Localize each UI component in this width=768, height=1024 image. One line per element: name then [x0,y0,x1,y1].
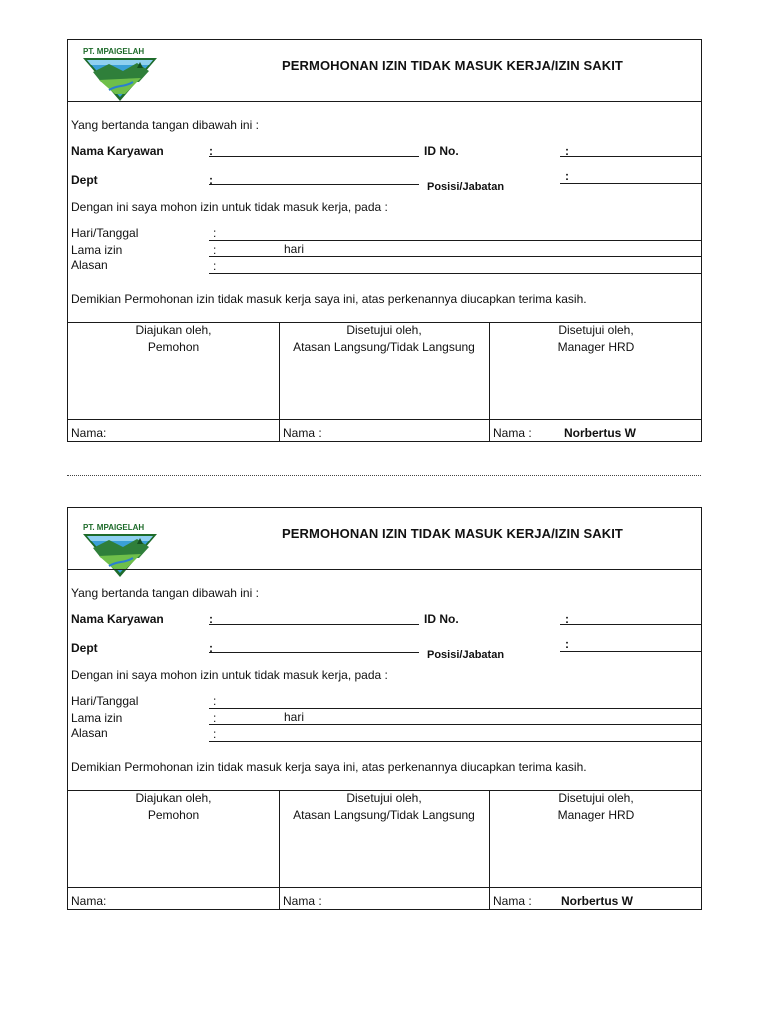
pemohon-role: Pemohon [147,340,200,354]
dept-field[interactable] [209,184,419,185]
lama-izin-unit: hari [284,242,305,256]
hrd-role: Manager HRD [557,340,635,354]
pemohon-approval-label: Diajukan oleh, [135,791,212,805]
dept-colon: : [209,641,213,655]
nama-karyawan-colon: : [209,612,213,626]
dept-field[interactable] [209,652,419,653]
atasan-nama-label: Nama : [283,894,322,908]
alasan-colon: : [213,727,217,741]
hrd-approval-label: Disetujui oleh, [558,323,634,337]
alasan-field[interactable] [209,273,701,274]
posisi-jabatan-label: Posisi/Jabatan [427,649,505,661]
signature-name-divider [68,887,701,888]
nama-karyawan-label: Nama Karyawan [71,144,164,158]
form-title: PERMOHONAN IZIN TIDAK MASUK KERJA/IZIN SAKIT [282,58,623,73]
intro-text: Yang bertanda tangan dibawah ini : [71,118,259,132]
hari-tanggal-label: Hari/Tanggal [71,226,139,240]
lama-izin-field[interactable] [209,256,701,257]
leave-request-form-2 [67,507,702,910]
alasan-colon: : [213,259,217,273]
hari-tanggal-colon: : [213,226,217,240]
hrd-nama-value: Norbertus W [561,894,633,908]
atasan-nama-label: Nama : [283,426,322,440]
header-divider [68,101,701,102]
form-title: PERMOHONAN IZIN TIDAK MASUK KERJA/IZIN SAKIT [282,526,623,541]
pemohon-role: Pemohon [147,808,200,822]
hari-tanggal-label: Hari/Tanggal [71,694,139,708]
leave-request-form-1 [67,39,702,442]
header-divider [68,569,701,570]
company-logo [79,44,161,102]
nama-karyawan-label: Nama Karyawan [71,612,164,626]
dept-label: Dept [71,173,98,187]
alasan-label: Alasan [71,726,108,740]
nama-karyawan-field[interactable] [209,156,419,157]
hari-tanggal-field[interactable] [209,708,701,709]
atasan-approval-label: Disetujui oleh, [346,791,422,805]
company-logo-icon [79,44,161,102]
lama-izin-label: Lama izin [71,711,123,725]
hari-tanggal-colon: : [213,694,217,708]
posisi-jabatan-field[interactable] [560,183,701,184]
logo-company-name: PT. MPAIGELAH [83,523,145,532]
pemohon-nama-label: Nama: [71,426,107,440]
closing-text: Demikian Permohonan izin tidak masuk kerja saya ini, atas perkenannya diucapkan terima kasih. [71,292,587,306]
lama-izin-field[interactable] [209,724,701,725]
id-no-label: ID No. [424,144,459,158]
lama-izin-colon: : [213,711,217,725]
atasan-approval-label: Disetujui oleh, [346,323,422,337]
pemohon-approval-label: Diajukan oleh, [135,323,212,337]
id-no-colon: : [565,612,569,626]
lama-izin-unit: hari [284,710,305,724]
posisi-jabatan-colon: : [565,637,569,651]
hari-tanggal-field[interactable] [209,240,701,241]
signature-name-divider [68,419,701,420]
request-text: Dengan ini saya mohon izin untuk tidak masuk kerja, pada : [71,200,388,214]
logo-company-name: PT. MPAIGELAH [83,47,145,56]
lama-izin-label: Lama izin [71,243,123,257]
atasan-role: Atasan Langsung/Tidak Langsung [293,340,475,354]
alasan-label: Alasan [71,258,108,272]
hrd-nama-value: Norbertus W [564,426,636,440]
hrd-approval-label: Disetujui oleh, [558,791,634,805]
cut-line-separator [67,475,701,476]
pemohon-nama-label: Nama: [71,894,107,908]
alasan-field[interactable] [209,741,701,742]
posisi-jabatan-colon: : [565,169,569,183]
posisi-jabatan-label: Posisi/Jabatan [427,181,505,193]
dept-colon: : [209,173,213,187]
posisi-jabatan-field[interactable] [560,651,701,652]
hrd-role: Manager HRD [557,808,635,822]
atasan-role: Atasan Langsung/Tidak Langsung [293,808,475,822]
intro-text: Yang bertanda tangan dibawah ini : [71,586,259,600]
lama-izin-colon: : [213,243,217,257]
nama-karyawan-colon: : [209,144,213,158]
dept-label: Dept [71,641,98,655]
nama-karyawan-field[interactable] [209,624,419,625]
request-text: Dengan ini saya mohon izin untuk tidak masuk kerja, pada : [71,668,388,682]
hrd-nama-label: Nama : [493,894,532,908]
id-no-label: ID No. [424,612,459,626]
hrd-nama-label: Nama : [493,426,532,440]
closing-text: Demikian Permohonan izin tidak masuk kerja saya ini, atas perkenannya diucapkan terima kasih. [71,760,587,774]
id-no-field[interactable] [560,624,701,625]
id-no-field[interactable] [560,156,701,157]
id-no-colon: : [565,144,569,158]
